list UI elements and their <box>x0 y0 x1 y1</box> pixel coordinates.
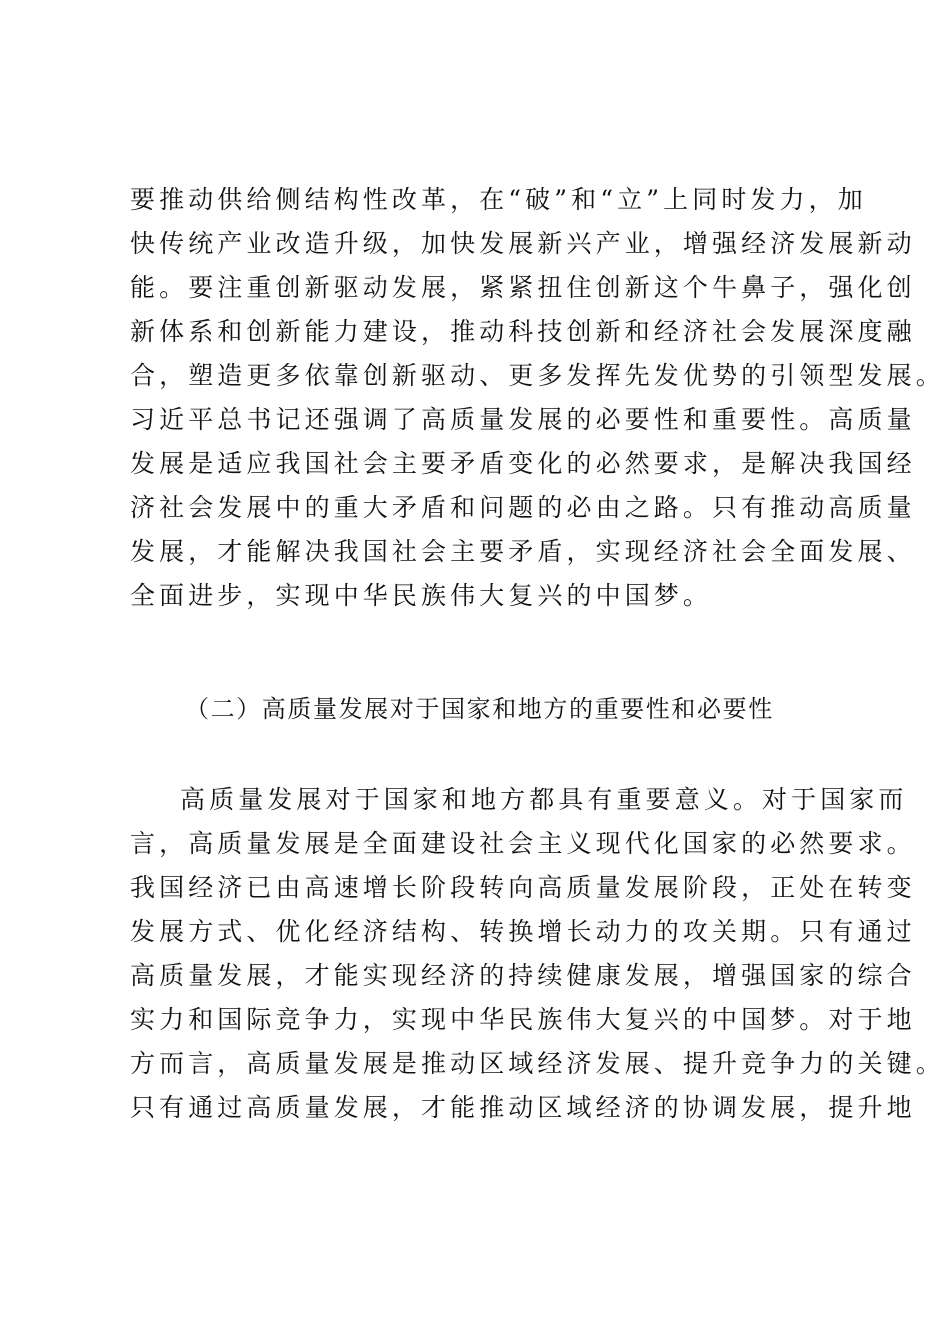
paragraph-line: 合，塑造更多依靠创新驱动、更多发挥先发优势的引领型发展。 <box>130 361 945 390</box>
paragraph-line: 方而言，高质量发展是推动区域经济发展、提升竞争力的关键。 <box>130 1049 945 1078</box>
paragraph-line: 习近平总书记还强调了高质量发展的必要性和重要性。高质量 <box>130 405 916 434</box>
paragraph-line: 全面进步，实现中华民族伟大复兴的中国梦。 <box>130 581 713 610</box>
paragraph-line: 要推动供给侧结构性改革，在“破”和“立”上同时发力，加 <box>130 185 867 214</box>
paragraph-line: 发展方式、优化经济结构、转换增长动力的攻关期。只有通过 <box>130 917 916 946</box>
section-heading: （二）高质量发展对于国家和地方的重要性和必要性 <box>185 695 774 723</box>
paragraph-line: 新体系和创新能力建设，推动科技创新和经济社会发展深度融 <box>130 317 916 346</box>
paragraph-line: 高质量发展，才能实现经济的持续健康发展，增强国家的综合 <box>130 961 916 990</box>
paragraph-line: 能。要注重创新驱动发展，紧紧扭住创新这个牛鼻子，强化创 <box>130 273 916 302</box>
paragraph-line: 我国经济已由高速增长阶段转向高质量发展阶段，正处在转变 <box>130 873 916 902</box>
paragraph-line: 高质量发展对于国家和地方都具有重要意义。对于国家而 <box>180 785 908 814</box>
paragraph-line: 只有通过高质量发展，才能推动区域经济的协调发展，提升地 <box>130 1093 916 1122</box>
paragraph-line: 快传统产业改造升级，加快发展新兴产业，增强经济发展新动 <box>130 229 916 258</box>
paragraph-line: 发展是适应我国社会主要矛盾变化的必然要求，是解决我国经 <box>130 449 916 478</box>
paragraph-line: 实力和国际竞争力，实现中华民族伟大复兴的中国梦。对于地 <box>130 1005 916 1034</box>
paragraph-line: 发展，才能解决我国社会主要矛盾，实现经济社会全面发展、 <box>130 537 916 566</box>
paragraph-line: 济社会发展中的重大矛盾和问题的必由之路。只有推动高质量 <box>130 493 916 522</box>
paragraph-line: 言，高质量发展是全面建设社会主义现代化国家的必然要求。 <box>130 829 916 858</box>
